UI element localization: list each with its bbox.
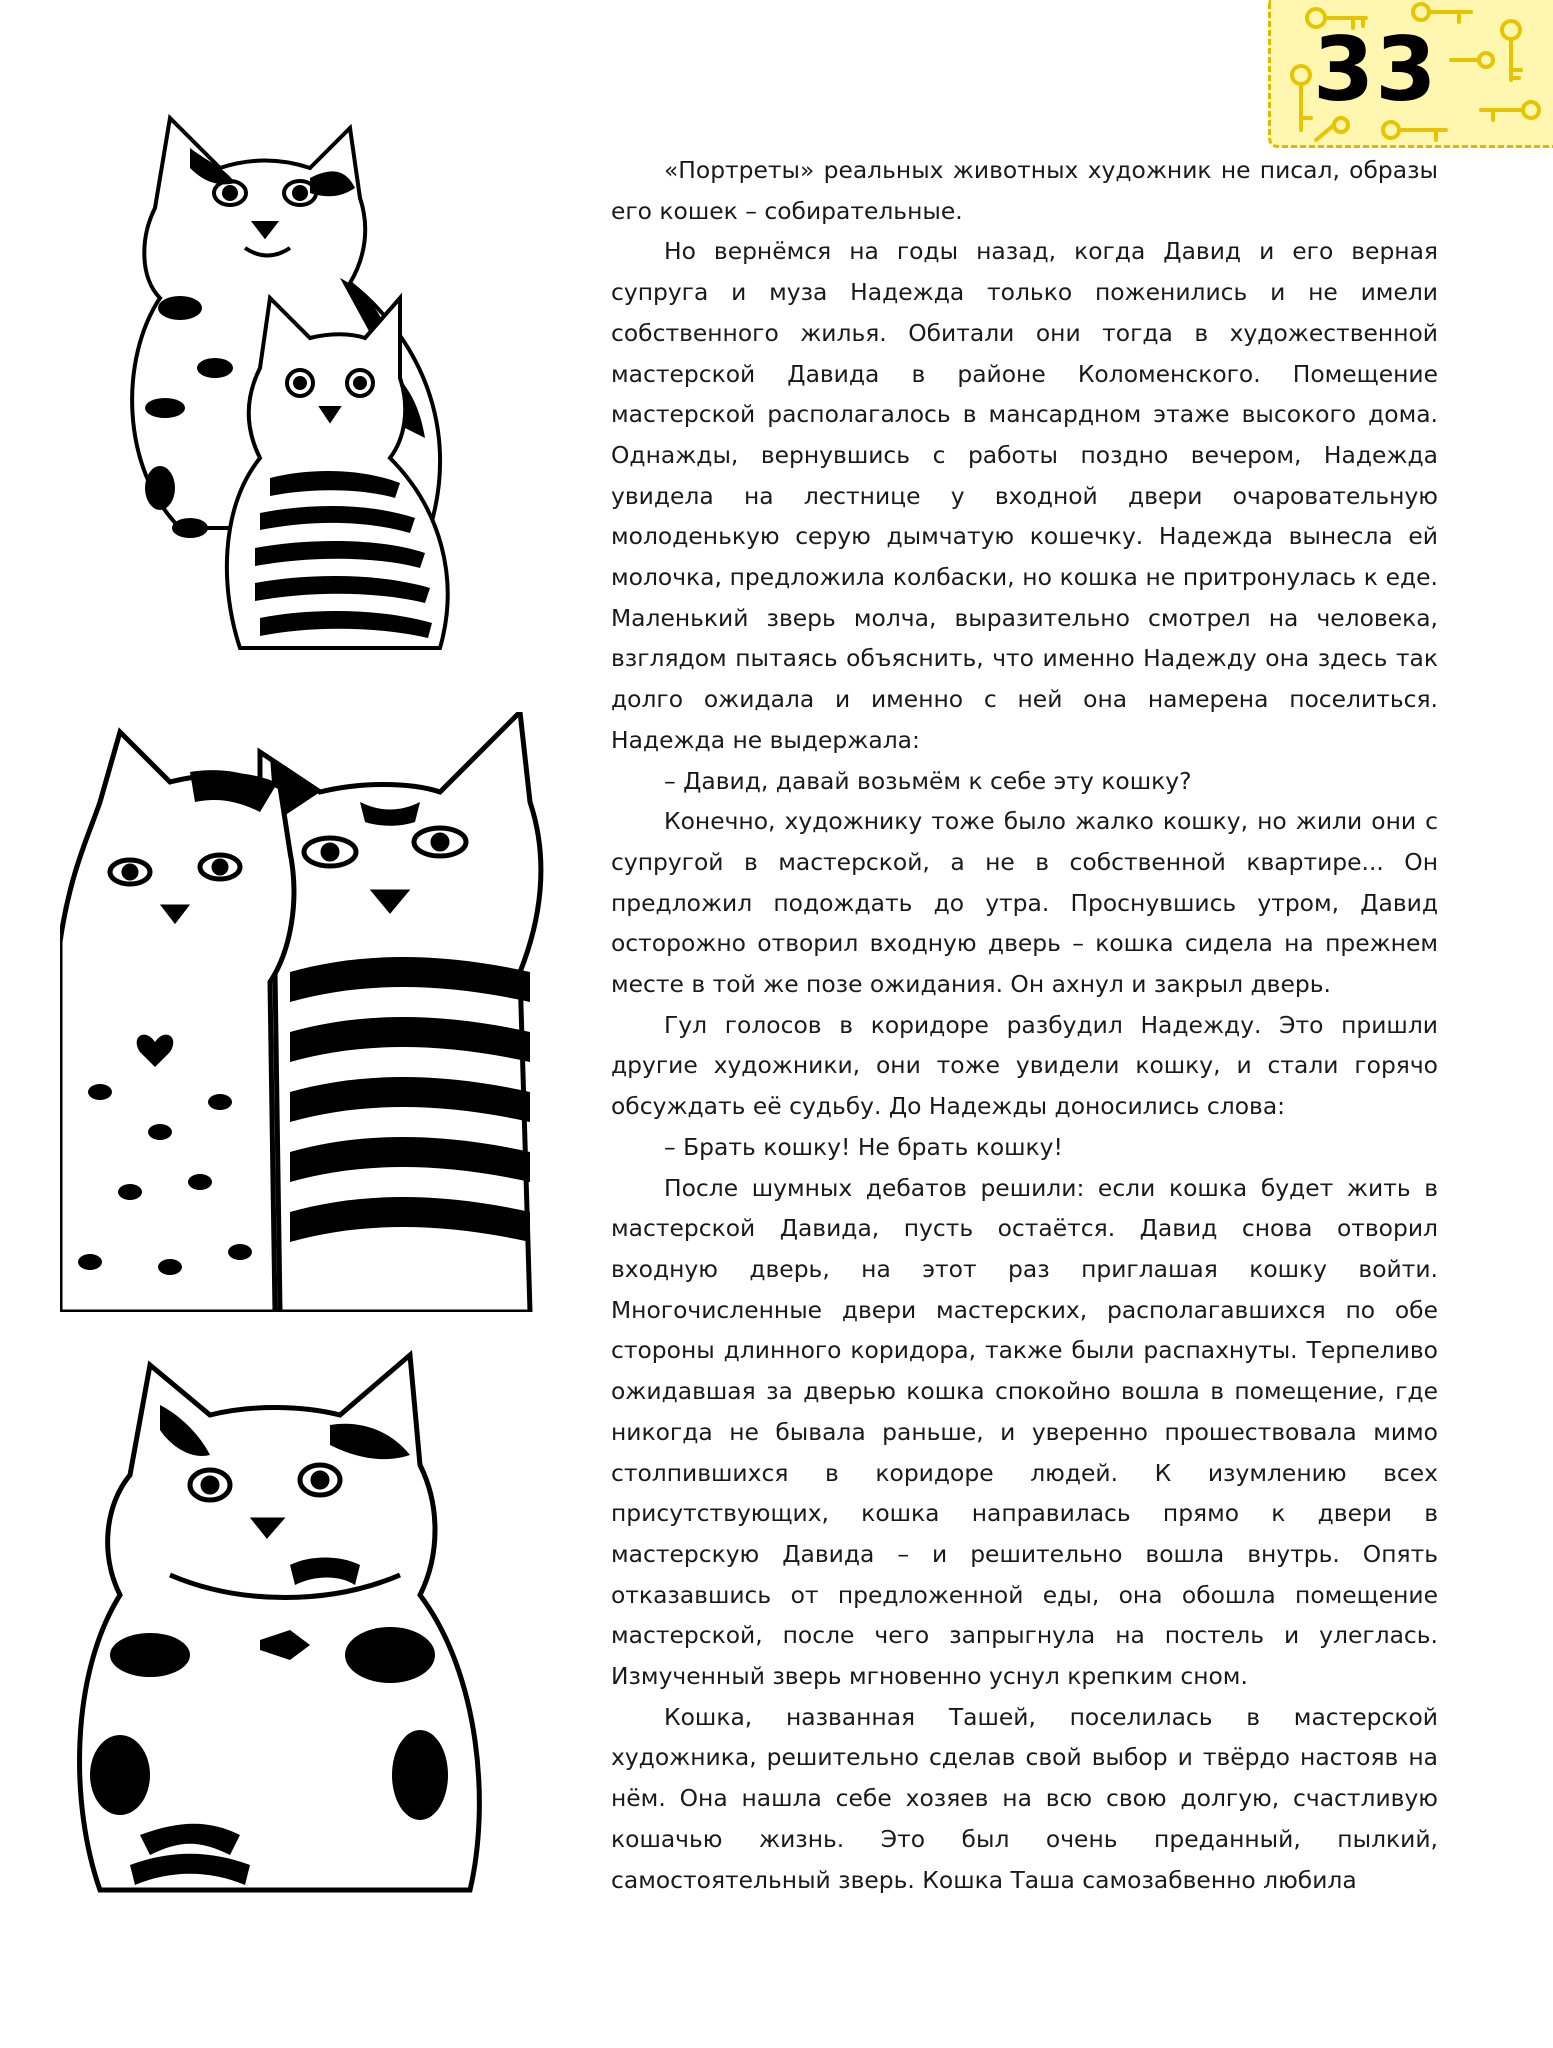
cat-illustration-bottom — [60, 1335, 580, 1895]
paragraph: Но вернёмся на годы назад, когда Давид и его верная супруга и муза Надежда только поженились и не имели собственного жилья. Обитали они тогда в художественной мастерской Давида в районе Коломенского. Помещение мастерской располагалось в мансардном этаже высокого дома. Однажды, вернувшись с работы поздно вечером, Надежда увидела на лестнице у входной двери очаровательную молоденькую серую дымчатую кошечку. Надежда вынесла ей молочка, предложила колбаски, но кошка не притронулась к еде. Маленький зверь молча, выразительно смотрел на человека, взглядом пытаясь объяснить, что именно Надежду она здесь так долго ожидала и именно с ней она намерена поселиться. Надежда не выдержала: — [611, 237, 1438, 754]
article-body — [611, 150, 1438, 1900]
page-number: 33 — [1313, 18, 1438, 121]
cat-illustration-icon — [60, 108, 580, 678]
cat-illustration-icon — [60, 1335, 580, 1895]
cat-illustration-icon — [60, 712, 580, 1312]
paragraph: – Давид, давай возьмём к себе эту кошку? — [664, 766, 1192, 795]
paragraph: Конечно, художнику тоже было жалко кошку, но жили они с супругой в мастерской, а не в собственной квартире... Он предложил подождать до утра. Проснувшись утром, Давид осторожно отворил входную дверь – кошка сидела на прежнем месте в той же позе ожидания. Он ахнул и закрыл дверь. — [611, 807, 1438, 999]
paragraph: Кошка, названная Ташей, поселилась в мастерской художника, решительно сделав свой выбор и твёрдо настояв на нём. Она нашла себе хозяев на всю свою долгую, счастливую кошачью жизнь. Это был очень преданный, пылкий, самостоятельный зверь. Кошка Таша самозабвенно любила — [611, 1702, 1438, 1894]
cat-illustration-top — [60, 108, 580, 678]
paragraph: «Портреты» реальных животных художник не писал, образы его кошек – собирательные. — [611, 156, 1438, 225]
cat-illustration-middle — [60, 712, 580, 1312]
paragraph: После шумных дебатов решили: если кошка будет жить в мастерской Давида, пусть остаётся. Давид снова отворил входную дверь, на этот раз приглашая кошку войти. Многочисленные двери мастерских, располагавшихся по обе стороны длинного коридора, также были распахнуты. Терпеливо ожидавшая за дверью кошка спокойно вошла в помещение, где никогда не бывала раньше, и уверенно прошествовала мимо столпившихся в коридоре людей. К изумлению всех присутствующих, кошка направилась прямо к двери в мастерскую Давида – и решительно вошла внутрь. Опять отказавшись от предложенной еды, она обошла помещение мастерской, после чего запрыгнула на постель и улеглась. Измученный зверь мгновенно уснул крепким сном. — [611, 1173, 1438, 1691]
paragraph: – Брать кошку! Не брать кошку! — [664, 1132, 1063, 1161]
paragraph: Гул голосов в коридоре разбудил Надежду. Это пришли другие художники, они тоже увидели кошку, и стали горячо обсуждать её судьбу. До Надежды доносились слова: — [611, 1010, 1438, 1121]
